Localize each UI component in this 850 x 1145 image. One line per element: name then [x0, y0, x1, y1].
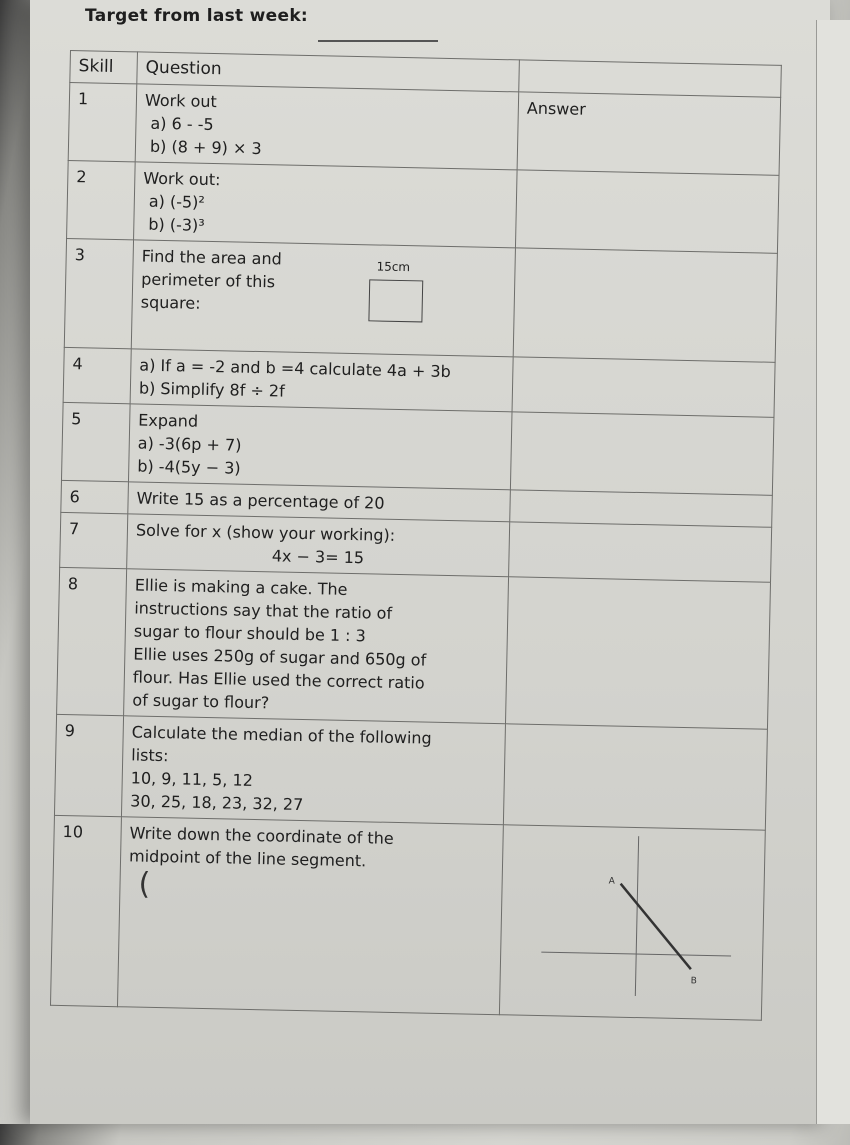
skill-number: 1	[68, 83, 137, 162]
question-line: a) If a = -2 and b =4 calculate 4a + 3b	[139, 355, 451, 382]
table-row	[68, 83, 780, 176]
answer-cell[interactable]	[512, 357, 775, 417]
skill-number: 6	[61, 480, 129, 513]
question-line: instructions say that the ratio of	[134, 598, 393, 623]
question-cell	[121, 716, 505, 825]
skill-number: 7	[60, 512, 128, 568]
question-line: b) (-3)³	[148, 214, 205, 235]
point-b-label: B	[690, 976, 697, 987]
question-line: Solve for x (show your working):	[135, 520, 396, 545]
skill-number: 8	[57, 567, 127, 715]
question-cell	[131, 240, 515, 357]
question-line: Ellie uses 250g of sugar and 650g of	[133, 644, 427, 670]
answer-cell[interactable]	[510, 412, 774, 495]
question-cell: Write 15 as a percentage of 20	[128, 482, 511, 522]
question-line: Work out	[144, 90, 217, 112]
answer-cell[interactable]	[505, 577, 770, 729]
table-row	[64, 238, 777, 362]
table-row	[50, 815, 765, 1020]
answer-label: Answer	[526, 98, 587, 119]
answer-bracket: (	[138, 866, 151, 902]
point-a-label: A	[608, 876, 615, 887]
question-line: midpoint of the line segment.	[128, 846, 367, 871]
skill-number: 3	[64, 238, 133, 348]
question-line: Work out:	[143, 168, 221, 190]
question-line: of sugar to flour?	[132, 690, 270, 713]
question-line: flour. Has Ellie used the correct ratio	[132, 667, 425, 693]
question-cell	[128, 404, 512, 490]
answer-header-cell[interactable]	[517, 92, 781, 175]
square-question	[140, 245, 507, 353]
table-row	[61, 402, 773, 495]
skill-number: 2	[67, 160, 136, 239]
table-row	[54, 714, 767, 830]
question-line: square:	[140, 292, 201, 313]
skill-number: 5	[61, 402, 130, 481]
question-line: sugar to flour should be 1 : 3	[133, 621, 367, 646]
table-row	[57, 567, 771, 729]
coordinate-graph	[540, 834, 733, 998]
skill-number: 4	[63, 347, 131, 403]
question-line: b) -4(5y − 3)	[137, 456, 241, 478]
page-title: Target from last week:	[85, 6, 309, 26]
worksheet-table-wrap	[47, 50, 779, 1145]
question-cell	[130, 349, 513, 412]
answer-cell[interactable]	[503, 724, 767, 830]
question-line: a) 6 - -5	[150, 113, 214, 135]
square-side-label: 15cm	[376, 259, 411, 275]
question-line: lists:	[131, 745, 169, 766]
answer-cell[interactable]	[499, 825, 765, 1020]
skill-number: 10	[50, 815, 121, 1006]
answer-cell[interactable]	[509, 522, 772, 582]
header-question: Question	[137, 52, 520, 92]
question-line: 10, 9, 11, 5, 12	[130, 768, 254, 790]
question-line: 30, 25, 18, 23, 32, 27	[130, 791, 304, 815]
question-cell	[124, 569, 509, 724]
question-line: a) (-5)²	[148, 191, 206, 212]
question-cell	[117, 817, 503, 1015]
line-segment	[619, 884, 693, 969]
question-line: Ellie is making a cake. The	[134, 575, 348, 599]
question-line: Find the area and	[141, 246, 282, 269]
page-edge	[816, 20, 850, 1124]
question-cell	[134, 162, 518, 248]
header-skill: Skill	[70, 51, 138, 84]
title-underline	[318, 40, 438, 42]
question-line: Expand	[138, 410, 199, 431]
equation: 4x − 3= 15	[271, 546, 365, 568]
answer-cell[interactable]	[515, 170, 779, 253]
y-axis	[635, 836, 638, 996]
question-line: perimeter of this	[141, 269, 276, 292]
table-row	[67, 160, 779, 253]
question-line: Write down the coordinate of the	[129, 823, 394, 848]
worksheet-table	[50, 50, 782, 1021]
question-line: Calculate the median of the following	[131, 722, 432, 748]
question-cell	[135, 84, 519, 170]
square-figure	[368, 279, 423, 322]
question-cell	[127, 514, 510, 577]
question-line: b) Simplify 8f ÷ 2f	[138, 378, 285, 401]
question-line: b) (8 + 9) × 3	[149, 136, 262, 159]
question-line: a) -3(6p + 7)	[137, 433, 242, 455]
answer-cell[interactable]	[513, 248, 777, 362]
skill-number: 9	[54, 714, 123, 816]
